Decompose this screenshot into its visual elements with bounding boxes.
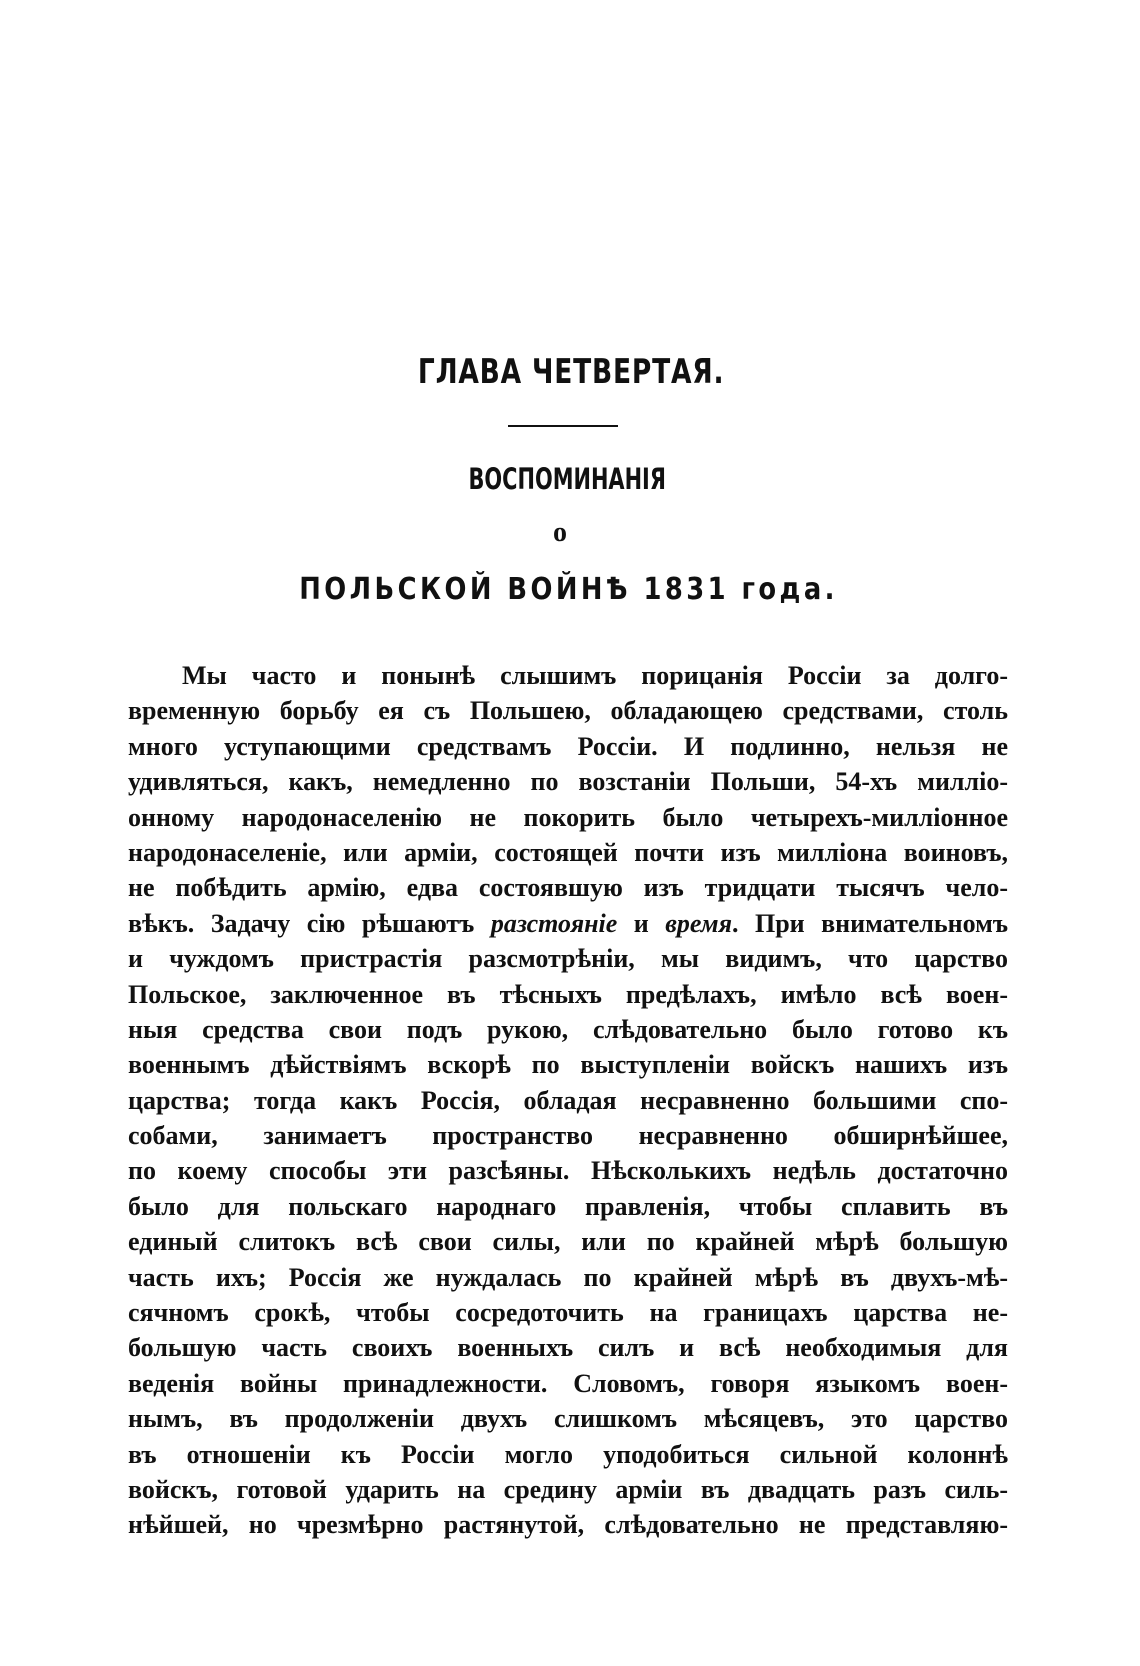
text-line bbox=[128, 977, 1008, 1012]
text-line bbox=[128, 1330, 1008, 1365]
text-line-content: Мы часто и понынѣ слышимъ порицанія Россіи за долго- bbox=[182, 661, 1008, 690]
chapter-title: ГЛАВА ЧЕТВЕРТАЯ. bbox=[417, 352, 725, 392]
text-line-content: сячномъ срокѣ, чтобы сосредоточить на границахъ царства не- bbox=[128, 1298, 1008, 1328]
text-line-content: въ отношеніи къ Россіи могло уподобиться сильной колоннѣ bbox=[128, 1439, 1008, 1469]
text-line bbox=[128, 693, 1008, 728]
text-line bbox=[128, 1012, 1008, 1047]
text-line-content: нѣйшей, но чрезмѣрно растянутой, слѣдовательно не представляю- bbox=[128, 1510, 1008, 1540]
text-line bbox=[128, 764, 1008, 799]
text-line bbox=[128, 1472, 1008, 1507]
text-line-content: войскъ, готовой ударить на средину арміи въ двадцать разъ силь- bbox=[128, 1474, 1008, 1504]
text-line bbox=[128, 835, 1008, 870]
text-line-content: вѣкъ. Задачу сію рѣшаютъ разстояніе и время. При внимательномъ bbox=[128, 908, 1008, 938]
text-line bbox=[128, 1047, 1008, 1082]
text-line bbox=[128, 1083, 1008, 1118]
text-line bbox=[128, 1401, 1008, 1436]
section-title-line-1: ВОСПОМИНАНІЯ bbox=[468, 462, 666, 496]
text-line-content: онному народонаселенію не покорить было четырехъ-милліонное bbox=[128, 802, 1008, 832]
text-line bbox=[128, 870, 1008, 905]
text-line-content: ныя средства свои подъ рукою, слѣдовательно было готово къ bbox=[128, 1014, 1008, 1044]
text-line-content: часть ихъ; Россія же нуждалась по крайней мѣрѣ въ двухъ-мѣ- bbox=[128, 1262, 1008, 1292]
text-line bbox=[128, 1224, 1008, 1259]
text-line-content: по коему способы эти разсѣяны. Нѣсколькихъ недѣль достаточно bbox=[128, 1156, 1008, 1186]
text-line-content: военнымъ дѣйствіямъ вскорѣ по выступленіи войскъ нашихъ изъ bbox=[128, 1050, 1008, 1080]
italic-term: время bbox=[665, 908, 732, 938]
italic-term: разстояніе bbox=[490, 908, 618, 938]
text-line-content: временную борьбу ея съ Польшею, обладающею средствами, столь bbox=[128, 696, 1008, 726]
text-line bbox=[128, 906, 1008, 941]
text-line bbox=[128, 941, 1008, 976]
text-line-content: не побѣдить армію, едва состоявшую изъ тридцати тысячъ чело- bbox=[128, 873, 1008, 903]
text-line bbox=[128, 1260, 1008, 1295]
text-line-content: собами, занимаетъ пространство несравненно обширнѣйшее, bbox=[128, 1121, 1008, 1151]
text-line bbox=[128, 1366, 1008, 1401]
text-line bbox=[128, 1153, 1008, 1188]
title-divider bbox=[508, 425, 618, 427]
text-line-content: много уступающими средствамъ Россіи. И подлинно, нельзя не bbox=[128, 731, 1008, 761]
text-line bbox=[128, 658, 1008, 693]
body-paragraph bbox=[128, 658, 1008, 1543]
text-line-content: веденія войны принадлежности. Словомъ, говоря языкомъ воен- bbox=[128, 1368, 1008, 1398]
text-line-content: единый слитокъ всѣ свои силы, или по крайней мѣрѣ большую bbox=[128, 1227, 1008, 1257]
text-line bbox=[128, 1118, 1008, 1153]
text-line bbox=[128, 800, 1008, 835]
text-line bbox=[128, 729, 1008, 764]
text-line-content: нымъ, въ продолженіи двухъ слишкомъ мѣсяцевъ, это царство bbox=[128, 1404, 1008, 1434]
text-line-content: и чуждомъ пристрастія разсмотрѣніи, мы видимъ, что царство bbox=[128, 944, 1008, 974]
text-line-content: было для польскаго народнаго правленія, чтобы сплавить въ bbox=[128, 1191, 1008, 1221]
text-line-content: народонаселеніе, или арміи, состоящей почти изъ милліона воиновъ, bbox=[128, 837, 1008, 867]
text-line-content: царства; тогда какъ Россія, обладая несравненно большими спо- bbox=[128, 1085, 1008, 1115]
text-line bbox=[128, 1507, 1008, 1542]
section-title-line-3: ПОЛЬСКОЙ ВОЙНѢ 1831 года. bbox=[299, 572, 838, 607]
text-line-content: Польское, заключенное въ тѣсныхъ предѣлахъ, имѣло всѣ воен- bbox=[128, 979, 1008, 1009]
text-line-content: большую часть своихъ военныхъ силъ и всѣ необходимыя для bbox=[128, 1333, 1008, 1363]
text-line-content: удивляться, какъ, немедленно по возстаніи Польши, 54-хъ милліо- bbox=[128, 767, 1008, 797]
text-line bbox=[128, 1437, 1008, 1472]
section-title-line-2: о bbox=[553, 517, 567, 548]
text-line bbox=[128, 1295, 1008, 1330]
text-line bbox=[128, 1189, 1008, 1224]
